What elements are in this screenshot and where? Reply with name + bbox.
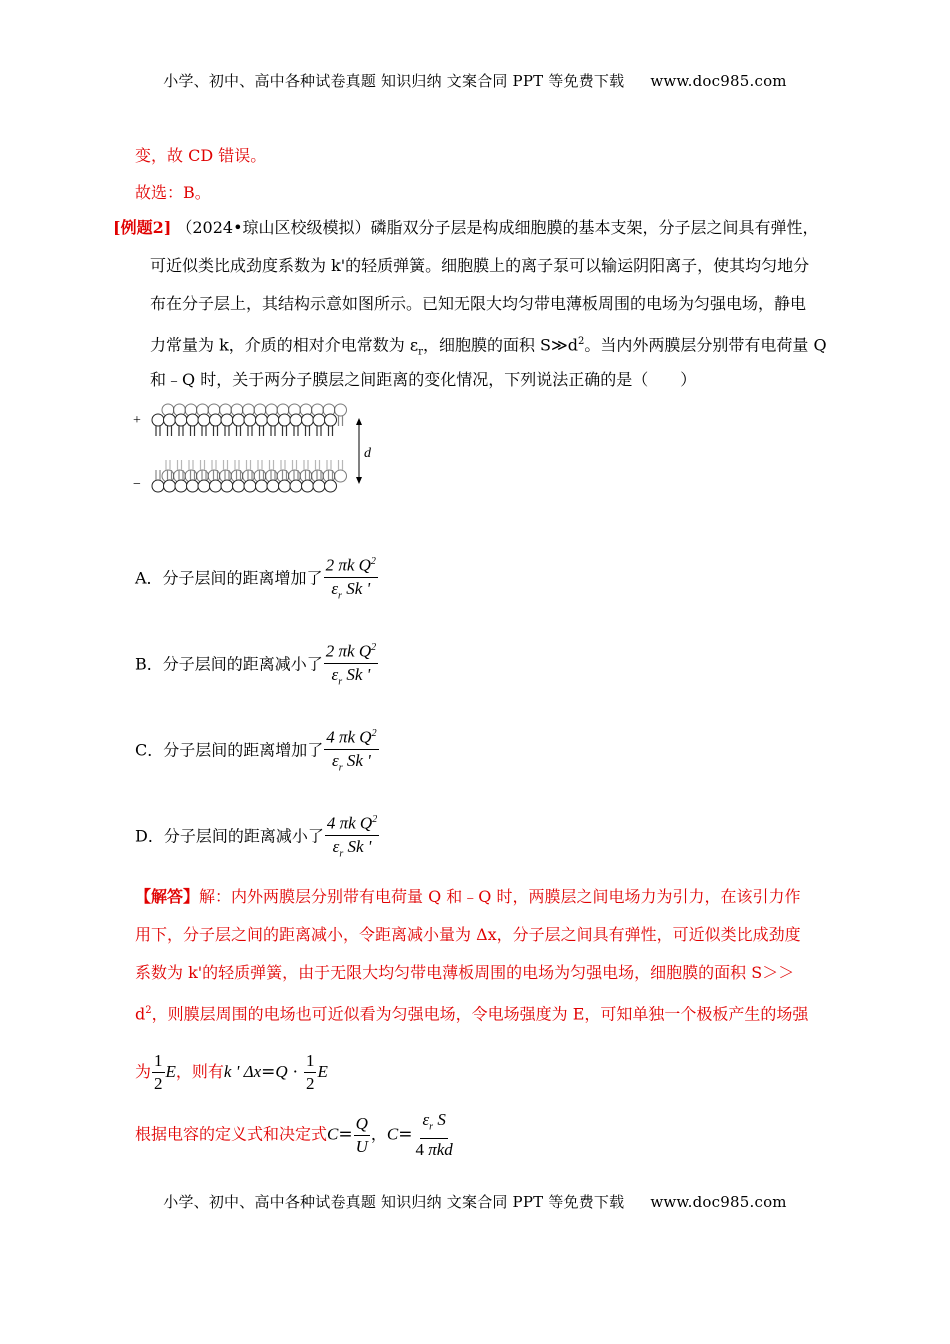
- lipid-molecule: [290, 414, 302, 436]
- lipid-molecule: [210, 414, 222, 436]
- answer-line-3: 系数为 k'的轻质弹簧，由于无限大均匀带电薄板周围的电场为匀强电场，细胞膜的面积 S＞＞: [135, 963, 795, 982]
- lipid-molecule: [233, 414, 245, 436]
- option-b[interactable]: B．分子层间的距离减小了 $\frac{2 \pi k Q^2}{\varepsilon_r Sk '}$: [135, 638, 379, 692]
- lipid-molecule: [198, 414, 210, 436]
- answer-line-5: 为 $\frac{1}{2}$ E，则有k ' Δx=Q · $\frac{1}{2}$ E: [135, 1051, 328, 1093]
- question-source: （2024•琼山区校级模拟）: [176, 218, 371, 237]
- lipid-molecule: [221, 414, 233, 436]
- header-text: 小学、初中、高中各种试卷真题 知识归纳 文案合同 PPT 等免费下载: [163, 72, 625, 90]
- option-c-formula: $\frac{4 \pi k Q^2}{\varepsilon_r Sk '}$: [324, 724, 378, 778]
- question-line-4: 力常量为 k，介质的相对介电常数为 $\varepsilon_r$，细胞膜的面积 $S≫d^2$。当内外两膜层分别带有电荷量 Q: [150, 335, 827, 358]
- lipid-molecule: [152, 414, 164, 436]
- answer-line-1: 【解答】解：内外两膜层分别带有电荷量 Q 和﹣Q 时，两膜层之间电场力为引力，在该引力作: [135, 887, 801, 906]
- plus-sign: +: [133, 413, 141, 428]
- lipid-molecule: [302, 414, 314, 436]
- answer-tag: 【解答】: [135, 887, 200, 906]
- option-c[interactable]: C．分子层间的距离增加了 $\frac{4 \pi k Q^2}{\varepsilon_r Sk '}$: [135, 724, 380, 778]
- outer-membrane-layer: [152, 404, 347, 436]
- lipid-molecule: [279, 414, 291, 436]
- footer-text: 小学、初中、高中各种试卷真题 知识归纳 文案合同 PPT 等免费下载: [163, 1193, 625, 1211]
- half-fraction-2: $\frac{1}{2}$: [305, 1051, 315, 1093]
- question-line-5: 和﹣Q 时，关于两分子膜层之间距离的变化情况，下列说法正确的是（ ）: [150, 370, 697, 389]
- answer-line-4: $d^2$，则膜层周围的电场也可近似看为匀强电场，令电场强度为 E，可知单独一个极板产生的场强: [135, 1004, 809, 1024]
- footer-site: www.doc985.com: [650, 1193, 787, 1211]
- question-line-1: [113, 218, 819, 238]
- lipid-molecule: [187, 414, 199, 436]
- page-footer: [0, 1191, 950, 1212]
- lipid-molecule: [175, 414, 187, 436]
- option-a-formula: $\frac{2 \pi k Q^2}{\varepsilon_r Sk '}$: [324, 552, 378, 606]
- lipid-molecule: [244, 414, 256, 436]
- question-text-1: 磷脂双分子层是构成细胞膜的基本支架，分子层之间具有弹性，: [370, 218, 819, 237]
- question-line-3: 布在分子层上，其结构示意如图所示。已知无限大均匀带电薄板周围的电场为匀强电场，静电: [150, 294, 807, 313]
- option-a[interactable]: A．分子层间的距离增加了 $\frac{2 \pi k Q^2}{\varepsilon_r Sk '}$: [135, 552, 379, 606]
- lipid-molecule: [313, 414, 325, 436]
- minus-sign: −: [133, 477, 141, 492]
- capacitance-definition: $\frac{Q}{U}$: [355, 1113, 368, 1156]
- page-header: [0, 70, 950, 91]
- lipid-molecule: [256, 414, 268, 436]
- lipid-molecule: [164, 414, 176, 436]
- option-d-formula: $\frac{4 \pi k Q^2}{\varepsilon_r Sk '}$: [325, 810, 379, 864]
- arrow-head-up: [356, 418, 362, 425]
- option-d[interactable]: D．分子层间的距离减小了 $\frac{4 \pi k Q^2}{\varepsilon_r Sk '}$: [135, 810, 380, 864]
- inner-membrane-layer: [152, 460, 347, 492]
- half-fraction: $\frac{1}{2}$: [154, 1051, 163, 1093]
- option-b-formula: $\frac{2 \pi k Q^2}{\varepsilon_r Sk '}$: [324, 638, 378, 692]
- lipid-molecule: [325, 414, 337, 436]
- arrow-head-down: [356, 477, 362, 484]
- answer-line-2: 用下，分子层之间的距离减小，令距离减小量为 Δx，分子层之间具有弹性，可近似类比成劲度: [135, 925, 801, 944]
- prev-choice-line: 故选：B。: [135, 183, 211, 202]
- capacitance-formula: $\frac{\varepsilon_r S}{\text{4 πkd}}$: [415, 1110, 453, 1160]
- prev-answer-line: 变，故 CD 错误。: [135, 146, 267, 165]
- membrane-figure: [128, 396, 388, 506]
- header-site: www.doc985.com: [650, 72, 787, 90]
- lipid-molecule: [335, 460, 347, 482]
- question-tag: [例题2]: [113, 218, 172, 237]
- distance-label: d: [364, 446, 371, 461]
- lipid-molecule: [267, 414, 279, 436]
- question-line-2: 可近似类比成劲度系数为 k'的轻质弹簧。细胞膜上的离子泵可以输运阴阳离子，使其均匀地分: [150, 256, 810, 275]
- membrane-diagram: [128, 396, 388, 510]
- answer-line-6: 根据电容的定义式和决定式C= $\frac{Q}{U}$ ，C= $\frac{\varepsilon_r S}{\text{4 πkd}}$: [135, 1110, 453, 1160]
